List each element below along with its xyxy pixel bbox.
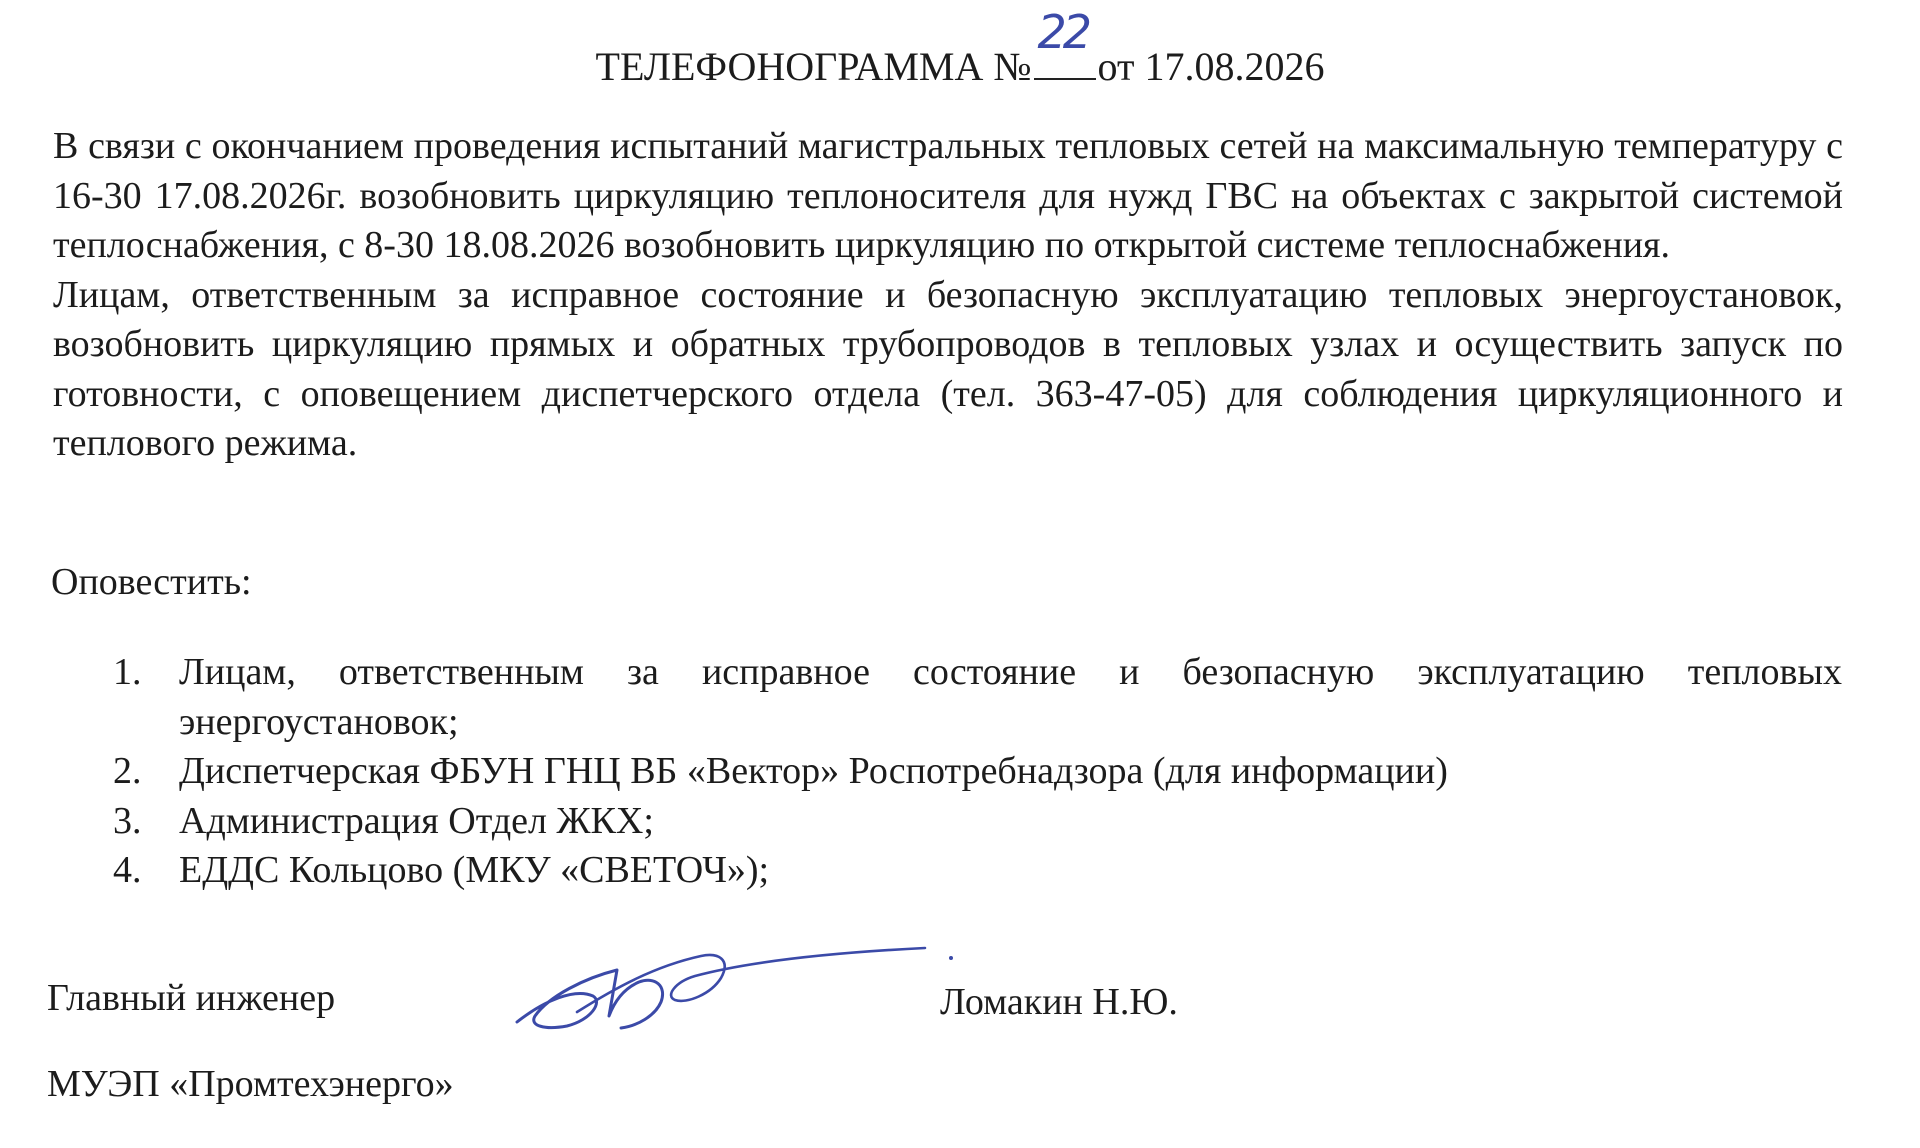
notify-list [0,648,1920,896]
notify-item-number: 4. [113,849,142,891]
notify-item-number: 2. [113,750,142,792]
title-date: от 17.08.2026 [1097,44,1325,89]
notify-item-text: Администрация Отдел ЖКХ; [179,799,654,842]
notify-item-text: Диспетчерская ФБУН ГНЦ ВБ «Вектор» Роспотребнадзора (для информации) [179,750,1448,792]
body-paragraph-2: Лицам, ответственным за исправное состояние и безопасную эксплуатацию тепловых энергоустановок, возобновить циркуляцию прямых и обратных трубопроводов в тепловых узлах и осуществить запуск по готовности, с оповещением диспетчерского отдела (тел. 363-47-05) для соблюдения циркуляционного и теплового режима. [53,273,1843,464]
notify-label: Оповестить: [51,561,252,603]
notify-item-1 [0,648,1842,747]
number-blank [1034,5,1096,80]
body-paragraph-1: В связи с окончанием проведения испытаний магистральных тепловых сетей на максимальную температуру с 16-30 17.08.2026г. возобновить циркуляцию теплоносителя для нужд ГВС на объектах с закрытой системой теплоснабжения, с 8-30 18.08.2026 возобновить циркуляцию по открытой системе теплоснабжения. [53,125,1843,266]
notify-item-3 [0,797,1842,847]
title-prefix: ТЕЛЕФОНОГРАММА № [595,44,1032,89]
document-body [53,122,1843,469]
signature-dot [949,956,953,960]
notify-item-text: Лицам, ответственным за исправное состояние и безопасную эксплуатацию тепловых энергоустановок; [179,651,1842,743]
handwritten-number: 22 [1037,5,1089,59]
organization-name: МУЭП «Промтехэнерго» [47,1063,454,1105]
notify-item-text: ЕДДС Кольцово (МКУ «СВЕТОЧ»); [179,849,770,891]
notify-item-number: 1. [113,651,142,693]
signature-stroke-main [577,948,925,1012]
signatory-role: Главный инженер [47,977,336,1019]
notify-item-4 [0,846,1842,896]
handwritten-signature [505,930,965,1050]
notify-item-number: 3. [113,799,142,842]
signatory-name: Ломакин Н.Ю. [940,981,1178,1023]
document-title [0,5,1920,91]
signature-stroke-loop [517,970,663,1028]
notify-item-2 [0,747,1842,797]
